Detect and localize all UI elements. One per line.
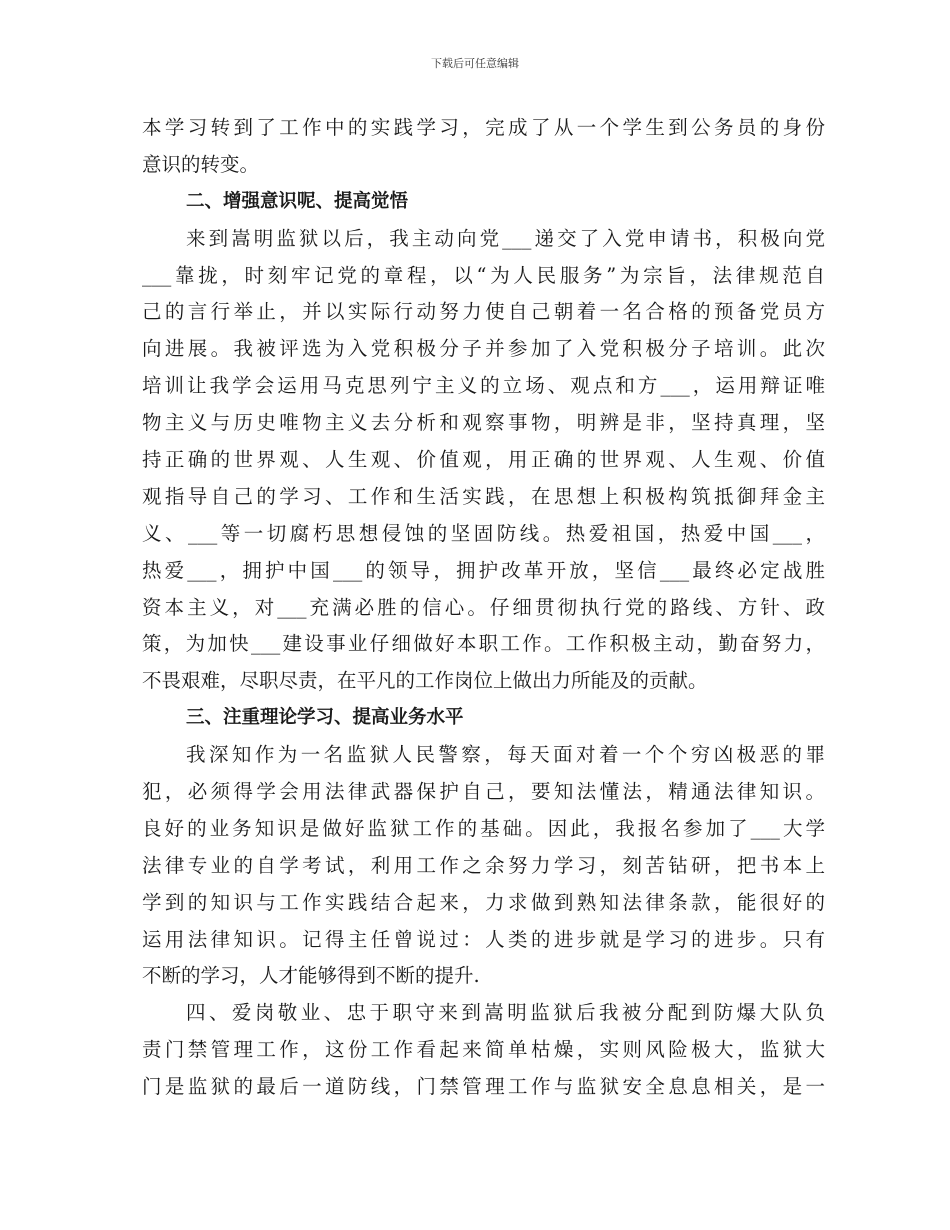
page-header: 下载后可任意编辑 (431, 57, 519, 70)
text-line: 物主义与历史唯物主义去分析和观察事物，明辨是非，坚持真理，坚 (142, 411, 825, 435)
text-line: 意识的转变。 (142, 152, 260, 176)
text-line: 义、___等一切腐朽思想侵蚀的坚固防线。热爱祖国，热爱中国___， (142, 521, 825, 545)
text-line: 犯，必须得学会用法律武器保护自己，要知法懂法，精通法律知识。 (142, 780, 825, 804)
text-line: 不畏艰难，尽职尽责，在平凡的工作岗位上做出力所能及的贡献。 (142, 669, 708, 693)
text-line: 法律专业的自学考试，利用工作之余努力学习，刻苦钻研，把书本上 (142, 853, 825, 877)
text-line: 策，为加快___建设事业仔细做好本职工作。工作积极主动，勤奋努力， (142, 632, 825, 656)
text-line: 不断的学习，人才能够得到不断的提升. (142, 964, 480, 988)
text-line: 己的言行举止，并以实际行动努力使自己朝着一名合格的预备党员方 (142, 300, 825, 324)
document-body (142, 110, 825, 1106)
text-line: 持正确的世界观、人生观、价值观，用正确的世界观、人生观、价值 (142, 448, 825, 472)
text-line: 四、爱岗敬业、忠于职守来到嵩明监狱后我被分配到防爆大队负 (186, 1001, 825, 1025)
text-line: 责门禁管理工作，这份工作看起来简单枯燥，实则风险极大，监狱大 (142, 1038, 825, 1062)
text-line: 热爱___，拥护中国___的领导，拥护改革开放，坚信___最终必定战胜 (142, 558, 825, 582)
text-line: 良好的业务知识是做好监狱工作的基础。因此，我报名参加了___大学 (142, 816, 825, 840)
text-line: 学到的知识与工作实践结合起来，力求做到熟知法律条款，能很好的 (142, 890, 825, 914)
text-line: 资本主义，对___充满必胜的信心。仔细贯彻执行党的路线、方针、政 (142, 595, 825, 619)
text-line: 本学习转到了工作中的实践学习，完成了从一个学生到公务员的身份 (142, 116, 825, 139)
text-line: 培训让我学会运用马克思列宁主义的立场、观点和方___，运用辩证唯 (142, 374, 825, 398)
text-line: 向进展。我被评选为入党积极分子并参加了入党积极分子培训。此次 (142, 337, 825, 361)
text-line: 观指导自己的学习、工作和生活实践，在思想上积极构筑抵御拜金主 (142, 484, 825, 508)
section-heading: 二、增强意识呢、提高觉悟 (186, 190, 409, 212)
text-line: ___靠拢，时刻牢记党的章程，以“为人民服务”为宗旨，法律规范自 (142, 263, 825, 287)
text-line: 我深知作为一名监狱人民警察，每天面对着一个个穷凶极恶的罪 (186, 743, 825, 767)
text-line: 运用法律知识。记得主任曾说过：人类的进步就是学习的进步。只有 (142, 927, 825, 951)
section-heading: 三、注重理论学习、提高业务水平 (186, 707, 464, 729)
text-line: 来到嵩明监狱以后，我主动向党___递交了入党申请书，积极向党 (186, 226, 825, 250)
text-line: 门是监狱的最后一道防线，门禁管理工作与监狱安全息息相关，是一 (142, 1075, 825, 1099)
